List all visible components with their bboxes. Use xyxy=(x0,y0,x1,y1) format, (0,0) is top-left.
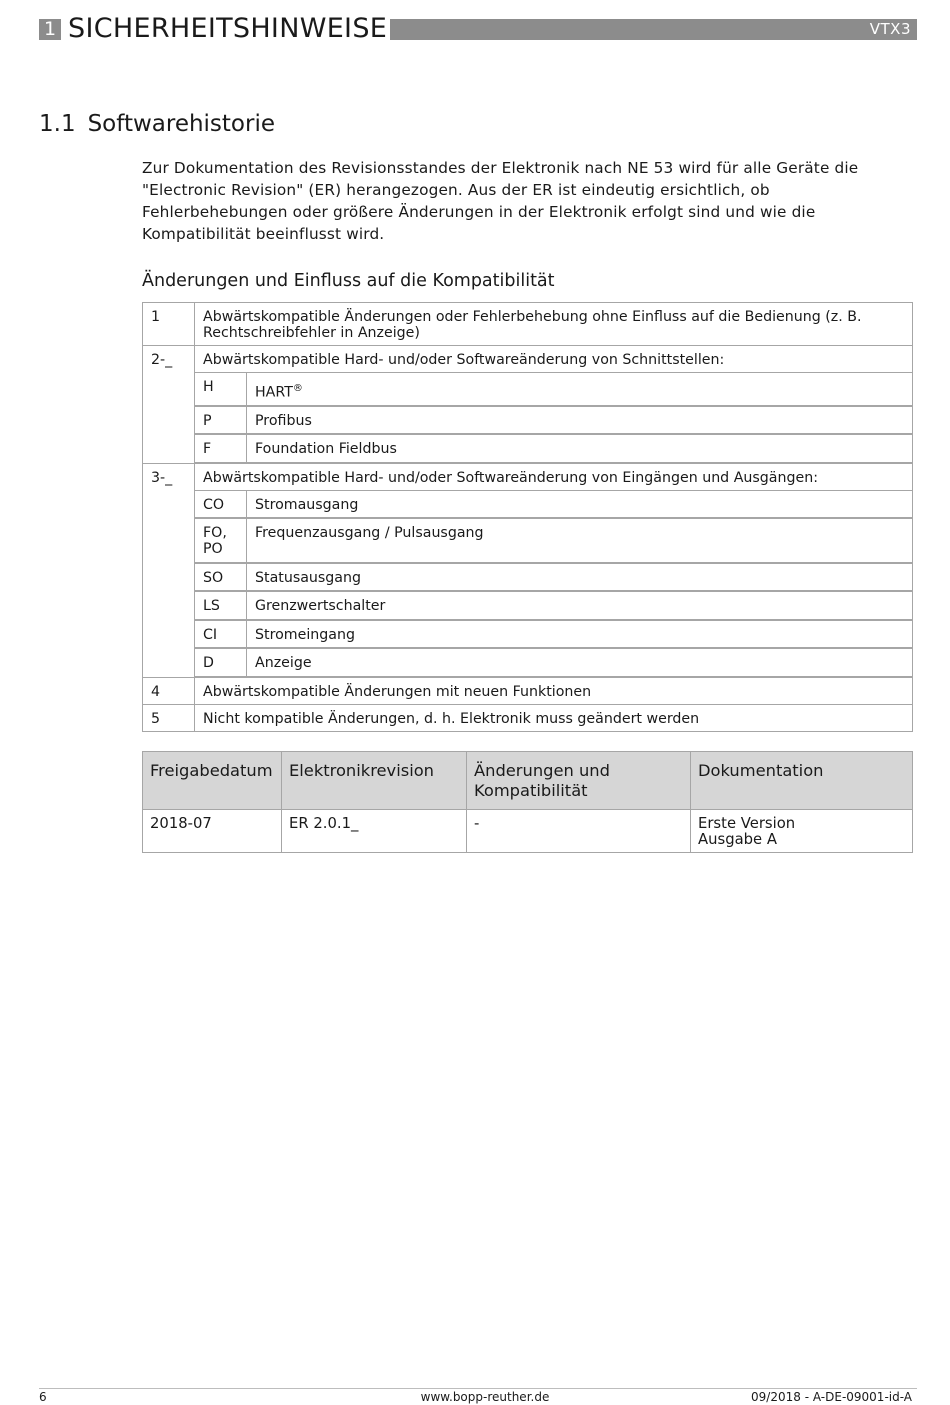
sub-text: Foundation Fieldbus xyxy=(247,435,913,462)
change-code: 4 xyxy=(143,677,195,704)
change-code: 2-_ xyxy=(143,346,195,464)
sub-code: D xyxy=(195,649,247,676)
sub-code: LS xyxy=(195,592,247,619)
sub-row xyxy=(195,373,912,405)
sub-text: Frequenzausgang / Pulsausgang xyxy=(247,519,913,562)
release-table xyxy=(142,751,913,853)
section-title xyxy=(39,110,275,138)
sub-row xyxy=(195,491,912,518)
column-header: Elektronikrevision xyxy=(282,752,467,810)
sub-row xyxy=(195,435,912,462)
change-code: 3-_ xyxy=(143,463,195,677)
sub-code: FO, PO xyxy=(195,519,247,562)
changes-title: Änderungen und Einfluss auf die Kompatibilität xyxy=(142,271,555,291)
documentation-line: Ausgabe A xyxy=(698,831,777,848)
sub-text: Statusausgang xyxy=(247,564,913,591)
release-date: 2018-07 xyxy=(143,810,282,853)
change-text: Abwärtskompatible Änderungen oder Fehlerbehebung ohne Einfluss auf die Bedienung (z. B. Rechtschreibfehler in Anzeige) xyxy=(195,303,913,346)
column-header: Dokumentation xyxy=(691,752,913,810)
footer-url[interactable]: www.bopp-reuther.de xyxy=(420,1390,550,1404)
table-row xyxy=(143,406,913,435)
changes-table xyxy=(142,302,913,732)
table-row xyxy=(143,303,913,346)
table-row xyxy=(143,592,913,621)
table-row xyxy=(143,463,913,490)
sub-text: Profibus xyxy=(247,407,913,434)
table-row xyxy=(143,704,913,731)
sub-text: HART® xyxy=(247,373,913,405)
table-row xyxy=(143,519,913,564)
sub-row xyxy=(195,519,912,562)
table-row xyxy=(143,649,913,678)
footer-divider xyxy=(39,1388,917,1389)
sub-code: SO xyxy=(195,564,247,591)
table-row xyxy=(143,490,913,519)
section-number: 1.1 xyxy=(39,111,76,137)
sub-text: Grenzwertschalter xyxy=(247,592,913,619)
section-title-text: Softwarehistorie xyxy=(87,111,276,137)
table-row xyxy=(143,373,913,407)
chapter-title: SICHERHEITSHINWEISE xyxy=(68,13,388,44)
sub-row xyxy=(195,621,912,648)
column-header: Änderungen und Kompatibilität xyxy=(467,752,691,810)
table-row xyxy=(143,435,913,464)
change-text: Abwärtskompatible Änderungen mit neuen Funktionen xyxy=(195,677,913,704)
sub-code: P xyxy=(195,407,247,434)
sub-row xyxy=(195,407,912,434)
chapter-number: 1 xyxy=(39,19,61,40)
sub-text: Stromeingang xyxy=(247,621,913,648)
page-number: 6 xyxy=(39,1390,47,1404)
sub-text: Stromausgang xyxy=(247,491,913,518)
electronic-revision: ER 2.0.1_ xyxy=(282,810,467,853)
sub-code: H xyxy=(195,373,247,405)
change-code: 5 xyxy=(143,704,195,731)
sub-row xyxy=(195,564,912,591)
header-bar xyxy=(390,19,917,40)
change-code: 1 xyxy=(143,303,195,346)
page-header xyxy=(39,13,917,44)
table-row xyxy=(143,563,913,592)
sub-text: Anzeige xyxy=(247,649,913,676)
documentation-line: Erste Version xyxy=(698,815,796,832)
footer-document-id: 09/2018 - A-DE-09001-id-A xyxy=(751,1390,912,1404)
table-row xyxy=(143,620,913,649)
sub-code: F xyxy=(195,435,247,462)
intro-paragraph: Zur Dokumentation des Revisionsstandes der Elektronik nach NE 53 wird für alle Geräte die "Electronic Revision" (ER) herangezogen. Aus der ER ist eindeutig ersichtlich, ob Fehlerbehebungen oder größere Änderungen in der Elektronik erfolgt sind und wie die Kompatibilität beeinflusst wird. xyxy=(142,159,859,243)
document-code: VTX3 xyxy=(869,20,911,38)
documentation xyxy=(691,810,913,853)
column-header: Freigabedatum xyxy=(143,752,282,810)
change-text: Abwärtskompatible Hard- und/oder Softwareänderung von Eingängen und Ausgängen: xyxy=(195,463,913,490)
interface-subtable xyxy=(195,373,912,406)
changes-compatibility: - xyxy=(467,810,691,853)
sub-code: CO xyxy=(195,491,247,518)
sub-row xyxy=(195,649,912,676)
sub-row xyxy=(195,592,912,619)
table-row xyxy=(143,346,913,373)
table-row xyxy=(143,677,913,704)
table-row xyxy=(143,810,913,853)
table-header-row xyxy=(143,752,913,810)
change-text: Nicht kompatible Änderungen, d. h. Elektronik muss geändert werden xyxy=(195,704,913,731)
sub-code: CI xyxy=(195,621,247,648)
change-text: Abwärtskompatible Hard- und/oder Softwareänderung von Schnittstellen: xyxy=(195,346,913,373)
